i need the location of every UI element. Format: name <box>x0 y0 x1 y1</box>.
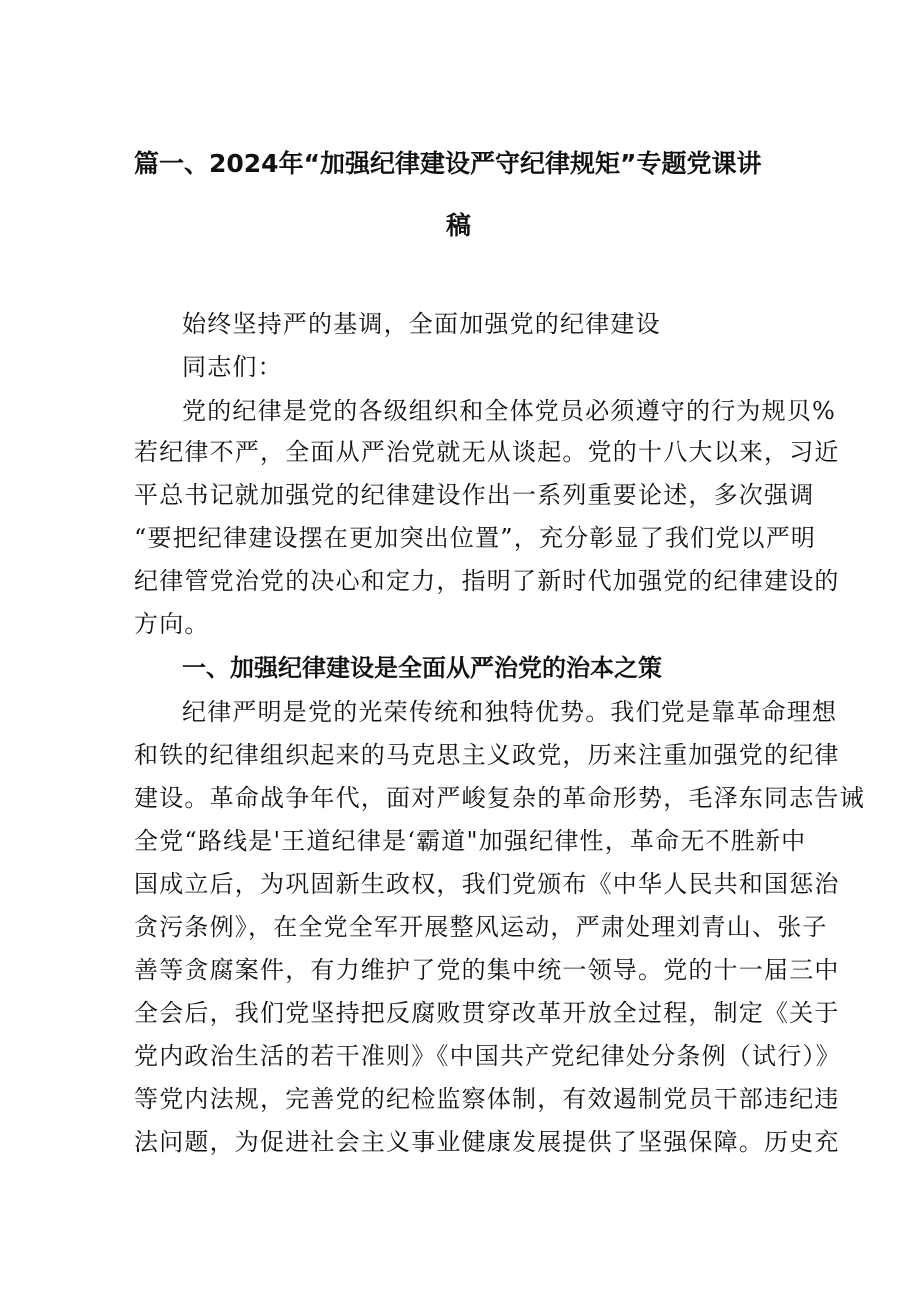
paragraph-line: 若纪律不严，全面从严治党就无从谈起。党的十八大以来，习近 <box>134 438 840 466</box>
paragraph-line: 和铁的纪律组织起来的马克思主义政党，历来注重加强党的纪律 <box>134 741 840 769</box>
document-subtitle: 始终坚持严的基调，全面加强党的纪律建设 <box>182 310 661 338</box>
document-title-line-1: 篇一、2024年“加强纪律建设严守纪律规矩”专题党课讲 <box>134 149 762 178</box>
paragraph-line: 纪律严明是党的光荣传统和独特优势。我们党是靠革命理想 <box>182 698 838 726</box>
document-title-line-2: 稿 <box>446 211 472 240</box>
paragraph-line: 法问题，为促进社会主义事业健康发展提供了坚强保障。历史充 <box>134 1128 840 1156</box>
paragraph-line: 全党“路线是'王道纪律是‘霸道"加强纪律性，革命无不胜新中 <box>134 827 807 855</box>
paragraph-line: 全会后，我们党坚持把反腐败贯穿改革开放全过程，制定《关于 <box>134 999 840 1027</box>
section-heading-1: 一、加强纪律建设是全面从严治党的治本之策 <box>182 654 662 682</box>
paragraph-line: 平总书记就加强党的纪律建设作出一系列重要论述，多次强调 <box>134 481 815 509</box>
paragraph-line: 等党内法规，完善党的纪检监察体制，有效遏制党员干部违纪违 <box>134 1085 840 1113</box>
paragraph-line: 纪律管党治党的决心和定力，指明了新时代加强党的纪律建设的 <box>134 567 840 595</box>
paragraph-line: 善等贪腐案件，有力维护了党的集中统一领导。党的十一届三中 <box>134 956 840 984</box>
greeting: 同志们： <box>182 353 283 381</box>
paragraph-line: 贪污条例》，在全党全军开展整风运动，严肃处理刘青山、张子 <box>134 913 828 941</box>
paragraph-line: 党的纪律是党的各级组织和全体党员必须遵守的行为规贝% <box>182 397 837 425</box>
paragraph-line: 方向。 <box>134 610 210 638</box>
paragraph-line: 国成立后，为巩固新生政权，我们党颁布《中华人民共和国惩治 <box>134 870 840 898</box>
paragraph-line: “要把纪律建设摆在更加突出位置”，充分彰显了我们党以严明 <box>134 524 817 552</box>
paragraph-line: 党内政治生活的若干准则》《中国共产党纪律处分条例（试行）》 <box>134 1042 841 1070</box>
paragraph-line: 建设。革命战争年代，面对严峻复杂的革命形势，毛泽东同志告诫 <box>134 784 865 812</box>
